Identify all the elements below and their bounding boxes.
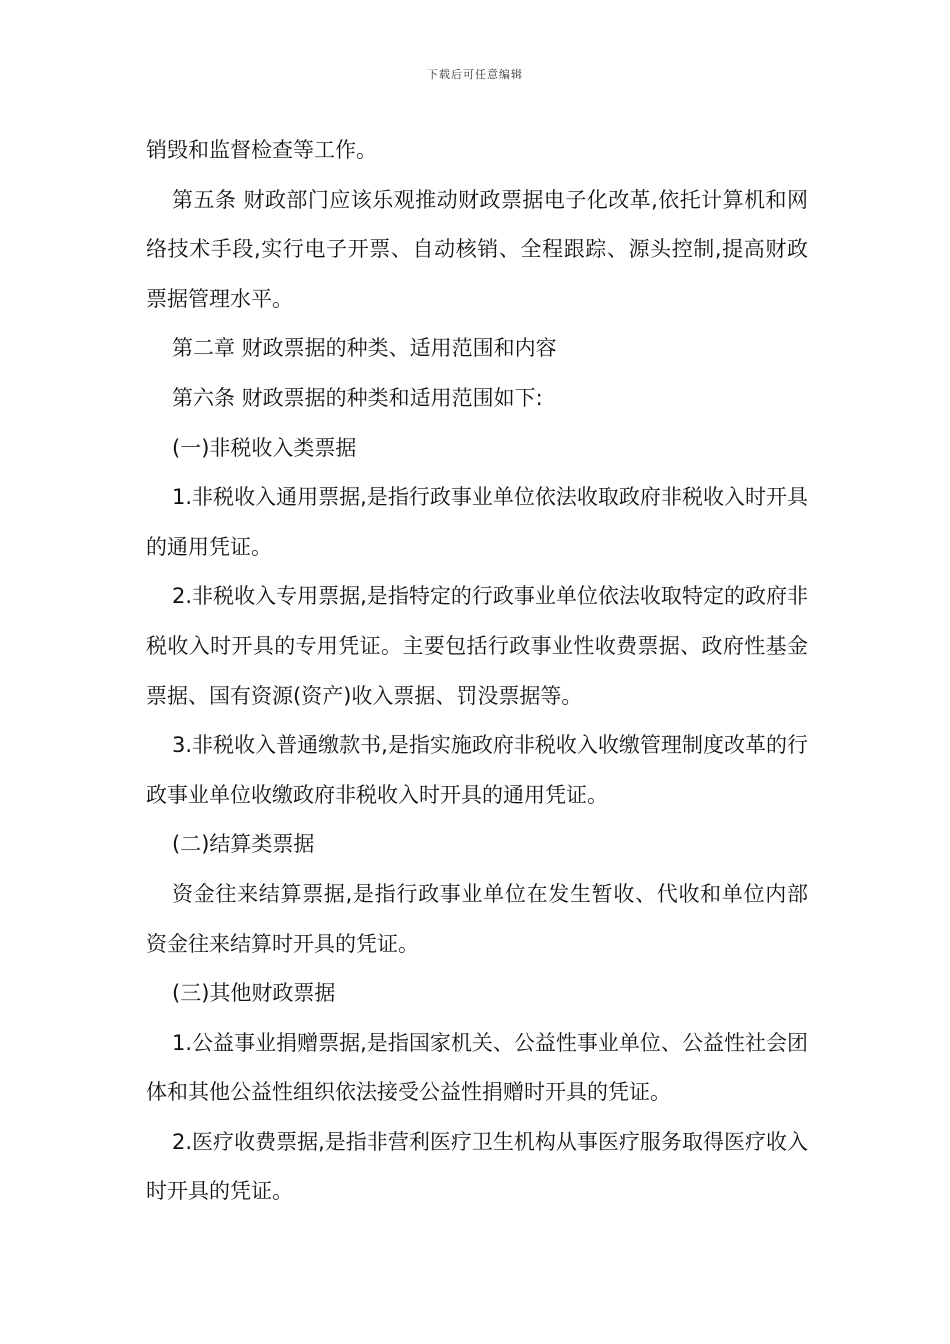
chapter-heading: 第二章 财政票据的种类、适用范围和内容 — [172, 336, 557, 361]
paragraph-continuation: 销毁和监督检查等工作。 — [146, 138, 377, 162]
section-heading-2: (二)结算类票据 — [172, 832, 315, 857]
list-item: 1.公益事业捐赠票据,是指国家机关、公益性事业单位、公益性社会团体和其他公益性组织依法接受公益性捐赠时开具的凭证。 — [146, 1030, 808, 1105]
section-heading-3: (三)其他财政票据 — [172, 981, 336, 1006]
page-header: 下载后可任意编辑 — [427, 68, 523, 81]
document-body — [146, 126, 808, 1217]
list-item: 3.非税收入普通缴款书,是指实施政府非税收入收缴管理制度改革的行政事业单位收缴政府非税收入时开具的通用凭证。 — [146, 733, 808, 807]
list-item: 1.非税收入通用票据,是指行政事业单位依法收取政府非税收入时开具的通用凭证。 — [146, 485, 808, 559]
paragraph: 资金往来结算票据,是指行政事业单位在发生暂收、代收和单位内部资金往来结算时开具的凭证。 — [146, 881, 808, 956]
list-item: 2.医疗收费票据,是指非营利医疗卫生机构从事医疗服务取得医疗收入时开具的凭证。 — [146, 1129, 808, 1204]
list-item: 2.非税收入专用票据,是指特定的行政事业单位依法收取特定的政府非税收入时开具的专用凭证。主要包括行政事业性收费票据、政府性基金票据、国有资源(资产)收入票据、罚没票据等。 — [146, 584, 808, 708]
paragraph-article-6: 第六条 财政票据的种类和适用范围如下: — [172, 385, 543, 410]
paragraph-article-5: 第五条 财政部门应该乐观推动财政票据电子化改革,依托计算机和网络技术手段,实行电子开票、自动核销、全程跟踪、源头控制,提高财政票据管理水平。 — [146, 187, 808, 311]
section-heading-1: (一)非税收入类票据 — [172, 435, 357, 460]
